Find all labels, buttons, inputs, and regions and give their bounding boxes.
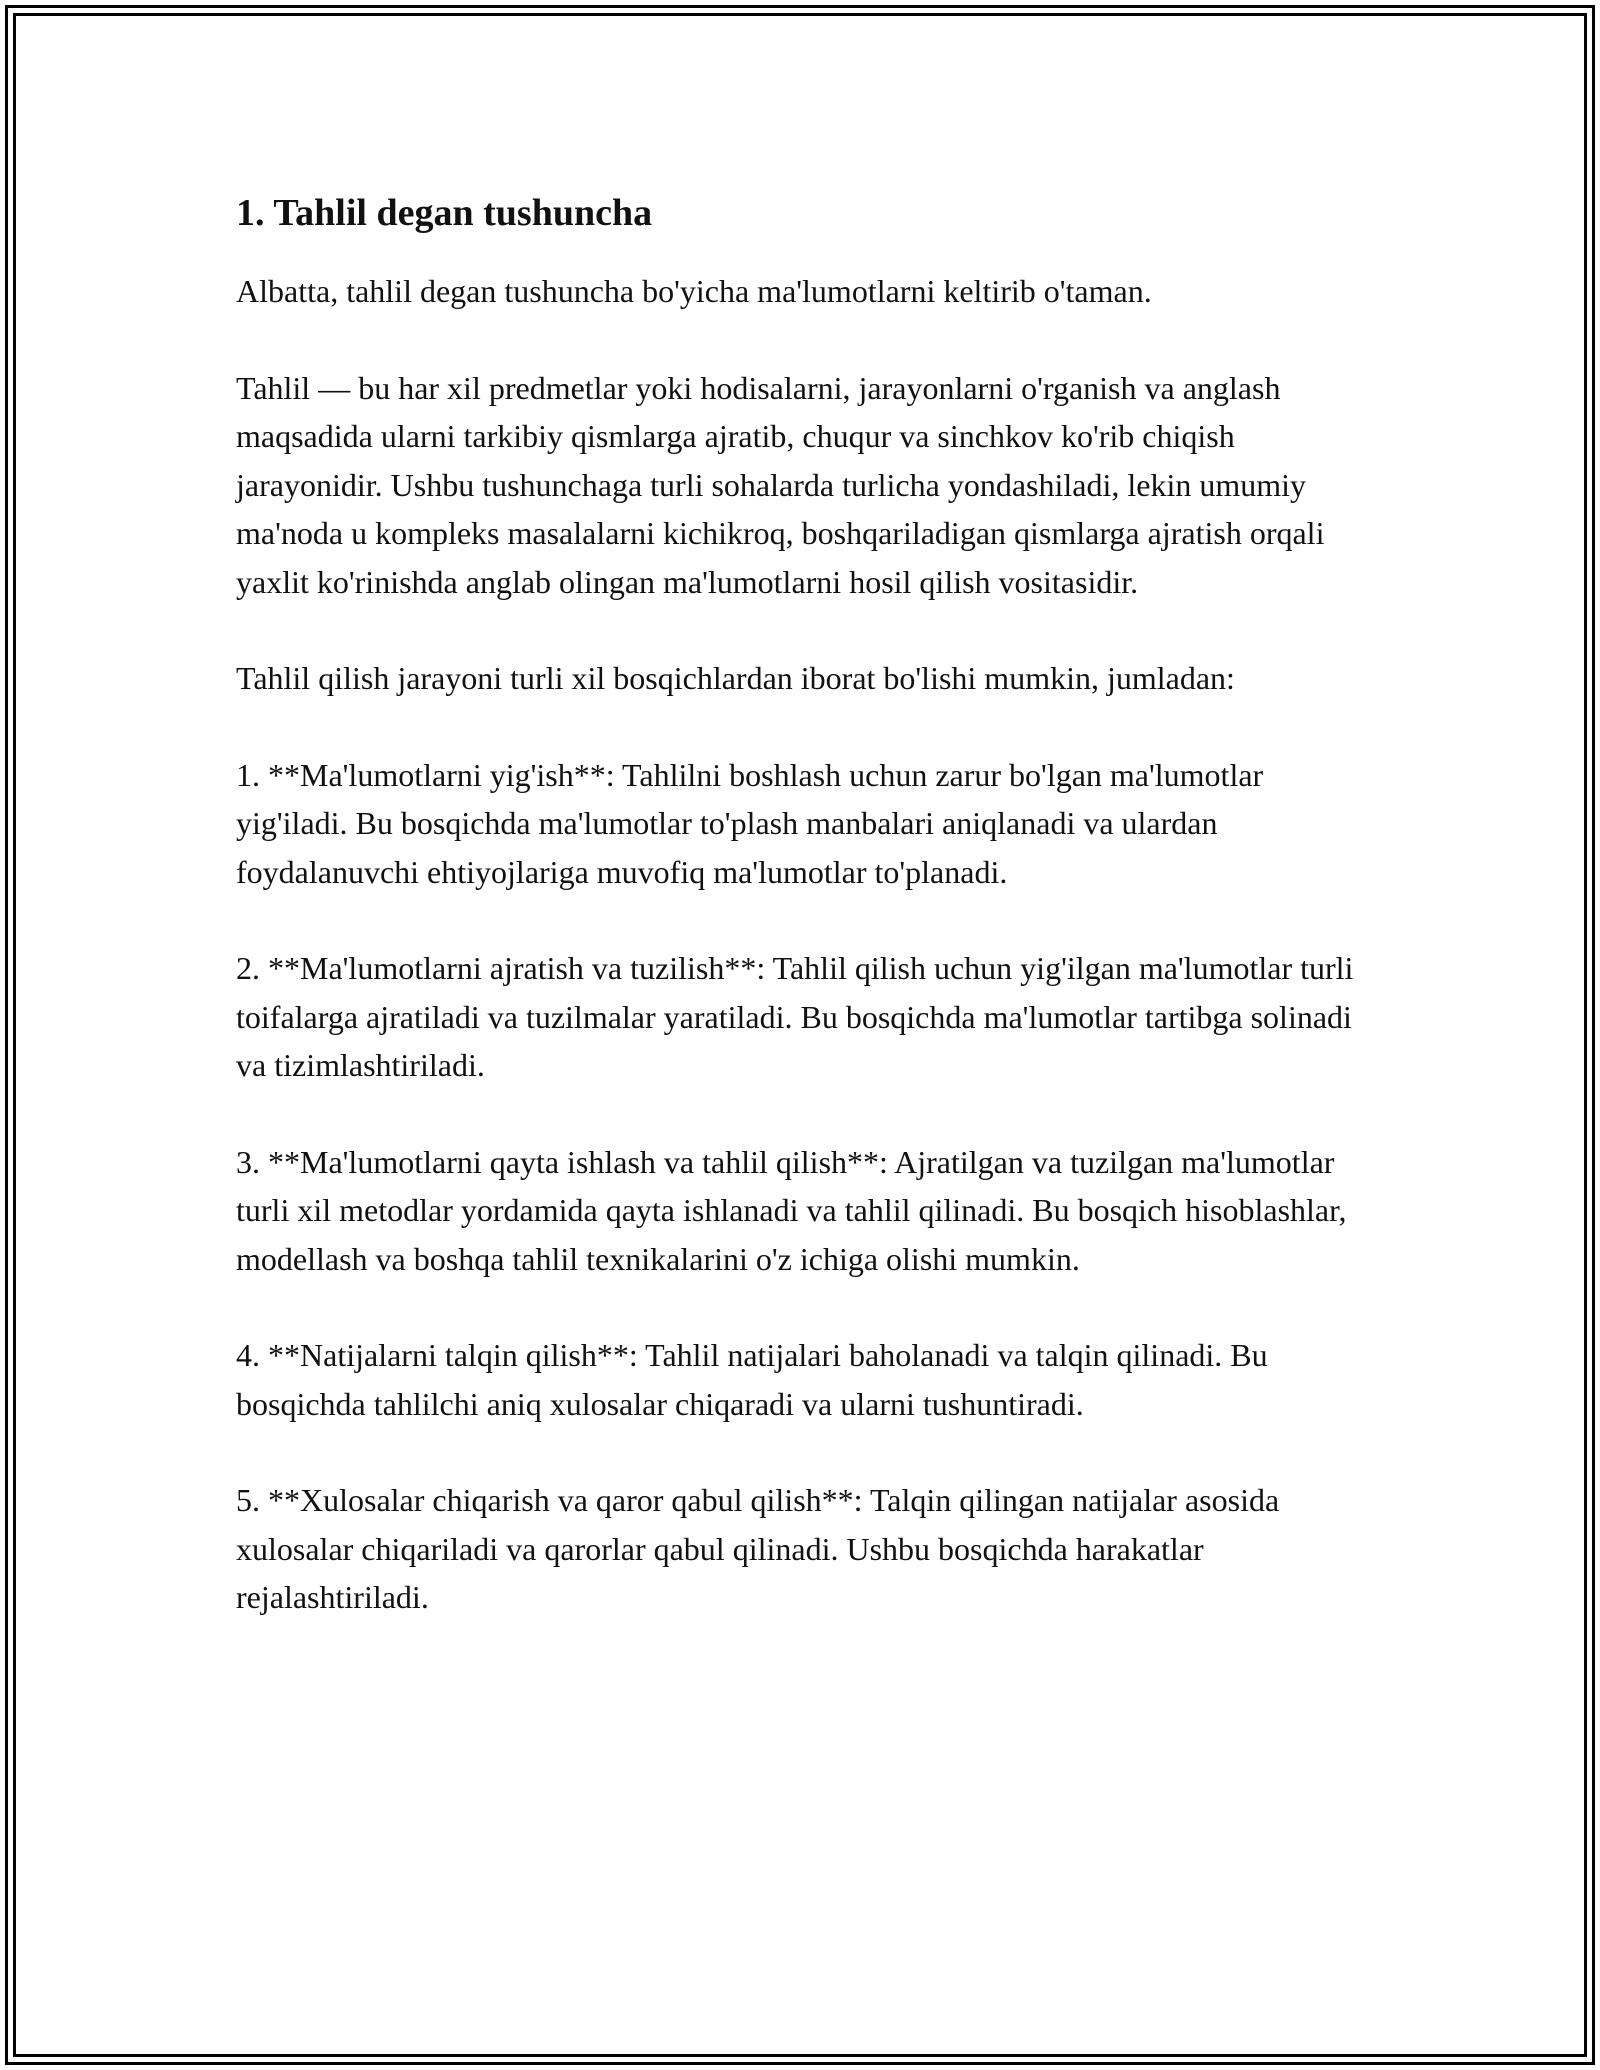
stage-5-paragraph: 5. **Xulosalar chiqarish va qaror qabul qilish**: Talqin qilingan natijalar asosida xulosalar chiqariladi va qarorlar qabul qilinadi. Ushbu bosqichda harakatlar rejalashtiriladi. xyxy=(236,1482,1280,1615)
definition-paragraph: Tahlil — bu har xil predmetlar yoki hodisalarni, jarayonlarni o'rganish va anglash maqsadida ularni tarkibiy qismlarga ajratib, chuqur va sinchkov ko'rib chiqish jarayonidir. Ushbu tushunchaga turli sohalarda turlicha yondashiladi, lekin umumiy ma'noda u kompleks masalalarni kichikroq, boshqariladigan qismlarga ajratish orqali yaxlit ko'rinishda anglab olingan ma'lumotlarni hosil qilish vositasidir. xyxy=(236,369,1325,600)
section-heading: 1. Tahlil degan tushuncha xyxy=(236,192,653,234)
stage-2-paragraph: 2. **Ma'lumotlarni ajratish va tuzilish**: Tahlil qilish uchun yig'ilgan ma'lumotlar turli toifalarga ajratiladi va tuzilmalar yaratiladi. Bu bosqichda ma'lumotlar tartibga solinadi va tizimlashtiriladi. xyxy=(236,950,1354,1083)
document-body xyxy=(236,185,1356,1670)
stage-3-paragraph: 3. **Ma'lumotlarni qayta ishlash va tahlil qilish**: Ajratilgan va tuzilgan ma'lumotlar turli xil metodlar yordamida qayta ishlanadi va tahlil qilinadi. Bu bosqich hisoblashlar, modellash va boshqa tahlil texnikalarini o'z ichiga olishi mumkin. xyxy=(236,1143,1347,1277)
stages-intro-paragraph: Tahlil qilish jarayoni turli xil bosqichlardan iborat bo'lishi mumkin, jumladan: xyxy=(236,660,1235,696)
stage-1-paragraph: 1. **Ma'lumotlarni yig'ish**: Tahlilni boshlash uchun zarur bo'lgan ma'lumotlar yig'iladi. Bu bosqichda ma'lumotlar to'plash manbalari aniqlanadi va ulardan foydalanuvchi ehtiyojlariga muvofiq ma'lumotlar to'planadi. xyxy=(236,756,1264,890)
intro-paragraph: Albatta, tahlil degan tushuncha bo'yicha ma'lumotlarni keltirib o'taman. xyxy=(236,273,1152,309)
stage-4-paragraph: 4. **Natijalarni talqin qilish**: Tahlil natijalari baholanadi va talqin qilinadi. Bu bosqichda tahlilchi aniq xulosalar chiqaradi va ularni tushuntiradi. xyxy=(236,1337,1268,1422)
